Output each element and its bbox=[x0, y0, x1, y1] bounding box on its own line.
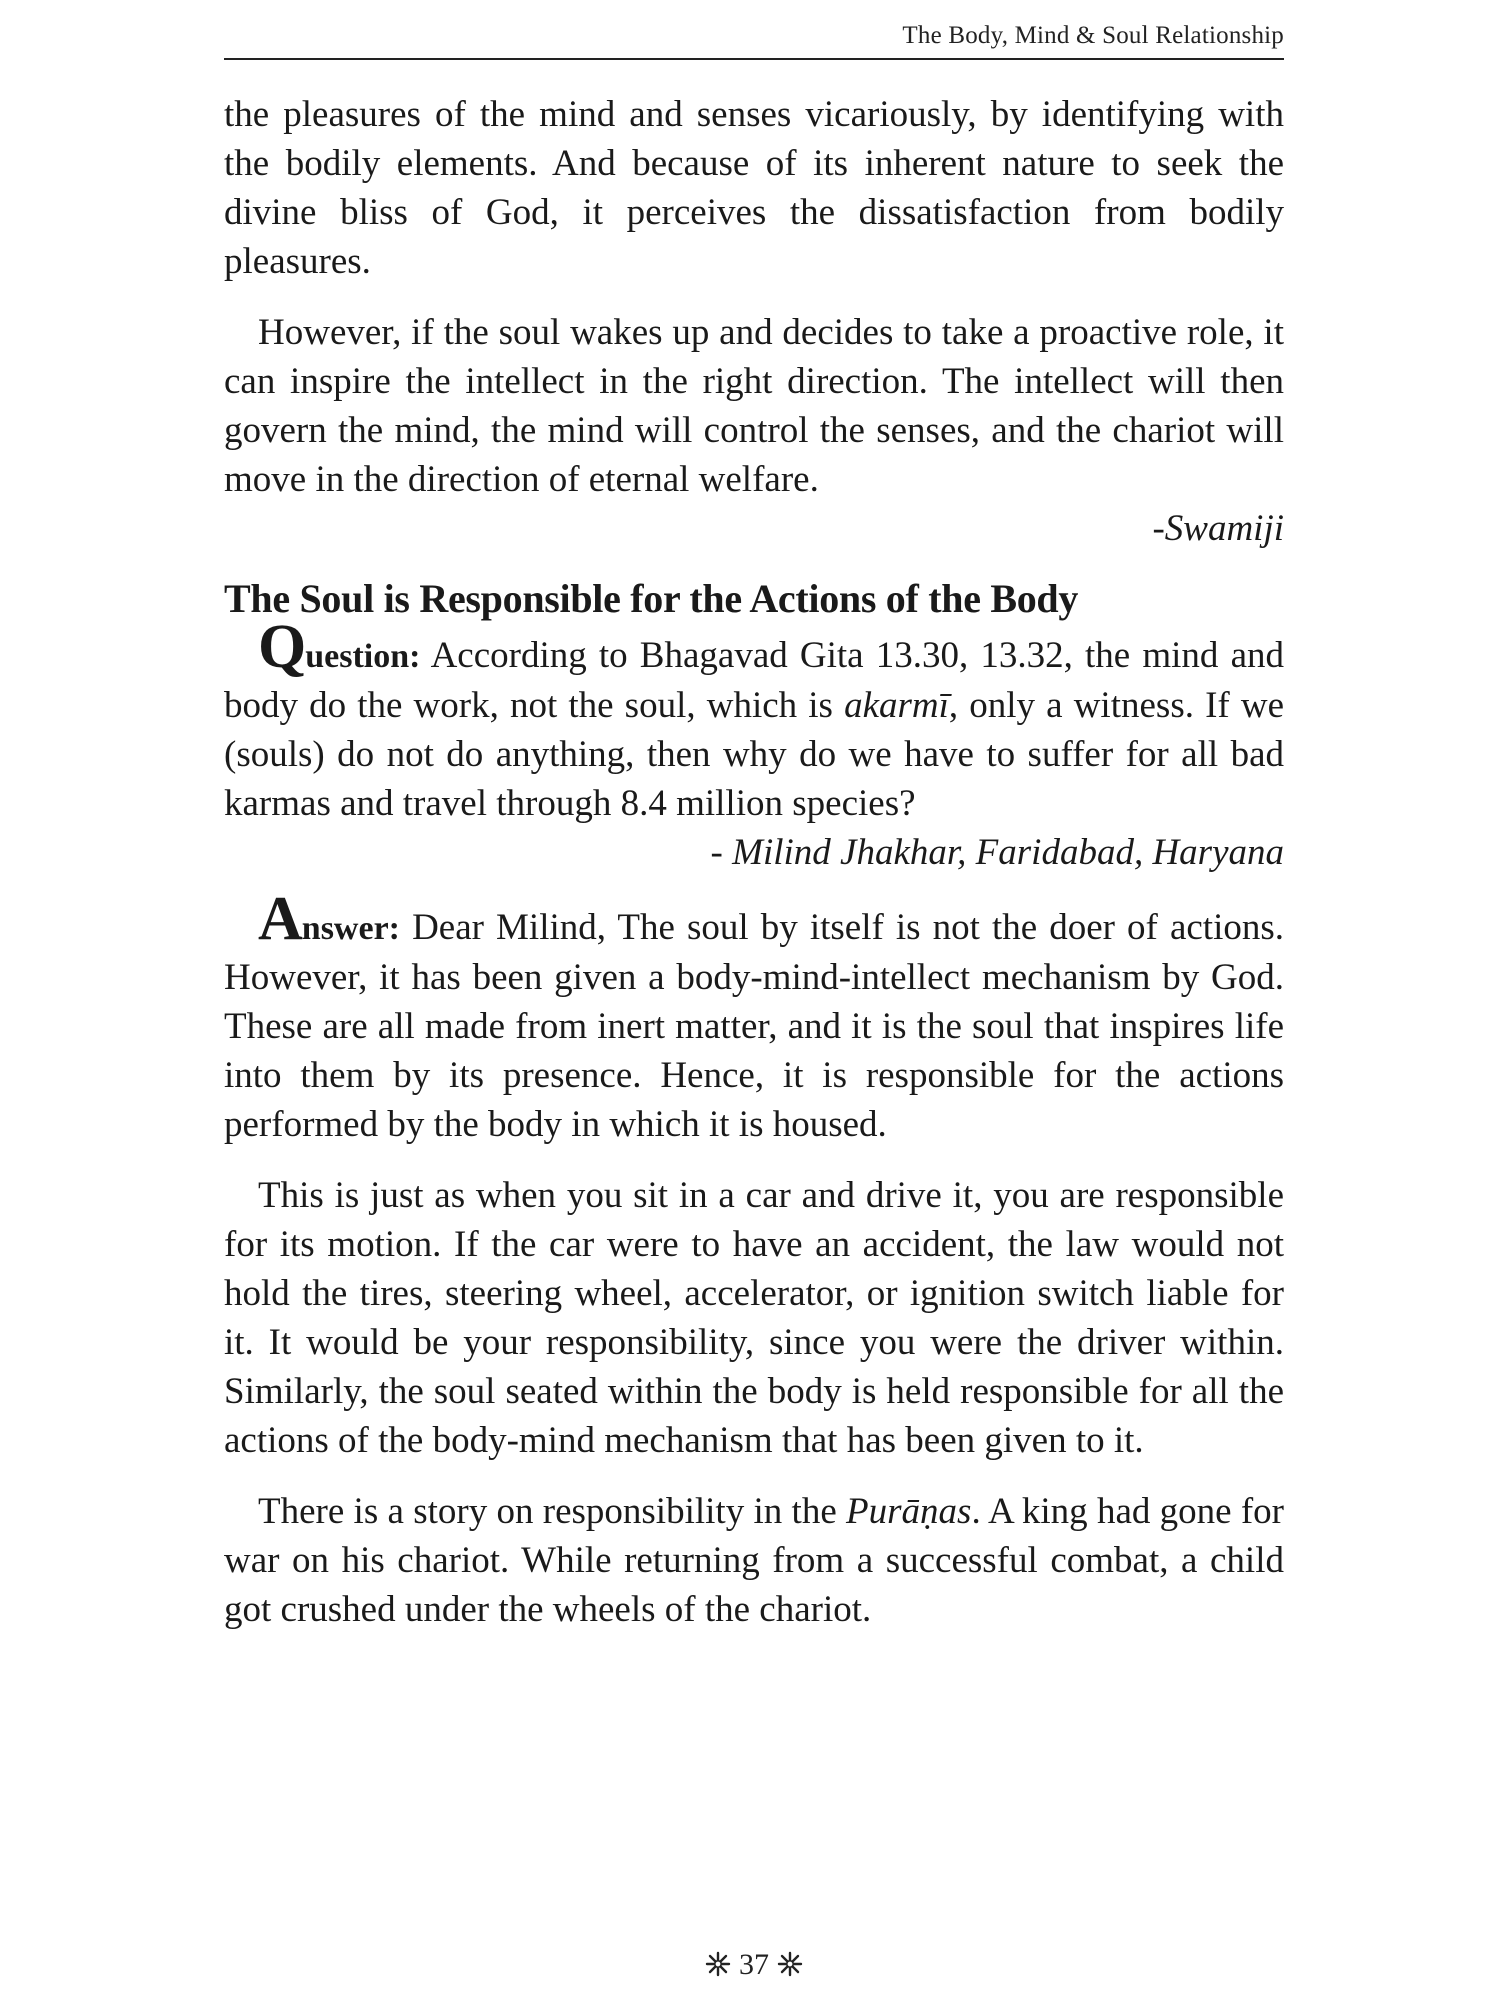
section-heading: The Soul is Responsible for the Actions of the Body bbox=[224, 576, 1079, 621]
body-text bbox=[224, 90, 1284, 1634]
question-italic-term: akarmī bbox=[844, 685, 949, 726]
page-footer bbox=[224, 1948, 1284, 1982]
story-paragraph bbox=[224, 1487, 1284, 1634]
question-attribution: - Milind Jhakhar, Faridabad, Haryana bbox=[710, 832, 1284, 873]
snowflake-ornament-icon bbox=[705, 1951, 731, 1977]
story-text-before: There is a story on responsibility in the bbox=[258, 1491, 837, 1532]
story-italic-term: Purāṇas bbox=[846, 1491, 972, 1532]
book-page bbox=[224, 0, 1284, 2000]
intro-paragraph-1: the pleasures of the mind and senses vicariously, by identifying with the bodily elements. And because of its inherent nature to seek the divine bliss of God, it perceives the dissatisfaction from bodily pleasures. bbox=[224, 94, 1284, 282]
answer-label-rest: nswer: bbox=[301, 910, 400, 947]
story-text-after: . A king had gone for war on his chariot. While returning from a successful combat, a child got crushed under the wheels of the chariot. bbox=[224, 1491, 1285, 1630]
question-paragraph bbox=[224, 613, 1284, 828]
answer-paragraph bbox=[224, 885, 1285, 1149]
intro-paragraph-2: However, if the soul wakes up and decides to take a proactive role, it can inspire the intellect in the right direction. The intellect will then govern the mind, the mind will control the senses, and the chariot will move in the direction of eternal welfare. bbox=[224, 312, 1284, 500]
page-number: 37 bbox=[739, 1948, 769, 1981]
snowflake-ornament-icon bbox=[777, 1951, 803, 1977]
question-text-after: , only a witness. If we (souls) do not do anything, then why do we have to suffer for all bad karmas and travel through 8.4 million species? bbox=[224, 685, 1284, 824]
swamiji-attribution: -Swamiji bbox=[1152, 508, 1284, 549]
answer-label bbox=[258, 885, 400, 953]
answer-text: Dear Milind, The soul by itself is not the doer of actions. However, it has been given a body-mind-intellect mechanism by God. These are all made from inert matter, and it is the soul that inspires life into them by its presence. Hence, it is responsible for the actions performed by the body in which it is housed. bbox=[224, 907, 1285, 1145]
car-analogy-paragraph: This is just as when you sit in a car and drive it, you are responsible for its motion. If the car were to have an accident, the law would not hold the tires, steering wheel, accelerator, or ignition switch liable for it. It would be your responsibility, since you were the driver within. Similarly, the soul seated within the body is held responsible for all the actions of the body-mind mechanism that has been given to it. bbox=[224, 1175, 1284, 1461]
header-rule bbox=[224, 58, 1284, 60]
question-label-rest: uestion: bbox=[305, 638, 421, 675]
question-label bbox=[258, 613, 421, 681]
running-header: The Body, Mind & Soul Relationship bbox=[902, 22, 1284, 49]
answer-drop-cap: A bbox=[258, 885, 302, 953]
question-text-before: According to Bhagavad Gita 13.30, 13.32, the mind and body do the work, not the soul, which is bbox=[224, 635, 1284, 726]
question-drop-cap: Q bbox=[258, 613, 306, 681]
